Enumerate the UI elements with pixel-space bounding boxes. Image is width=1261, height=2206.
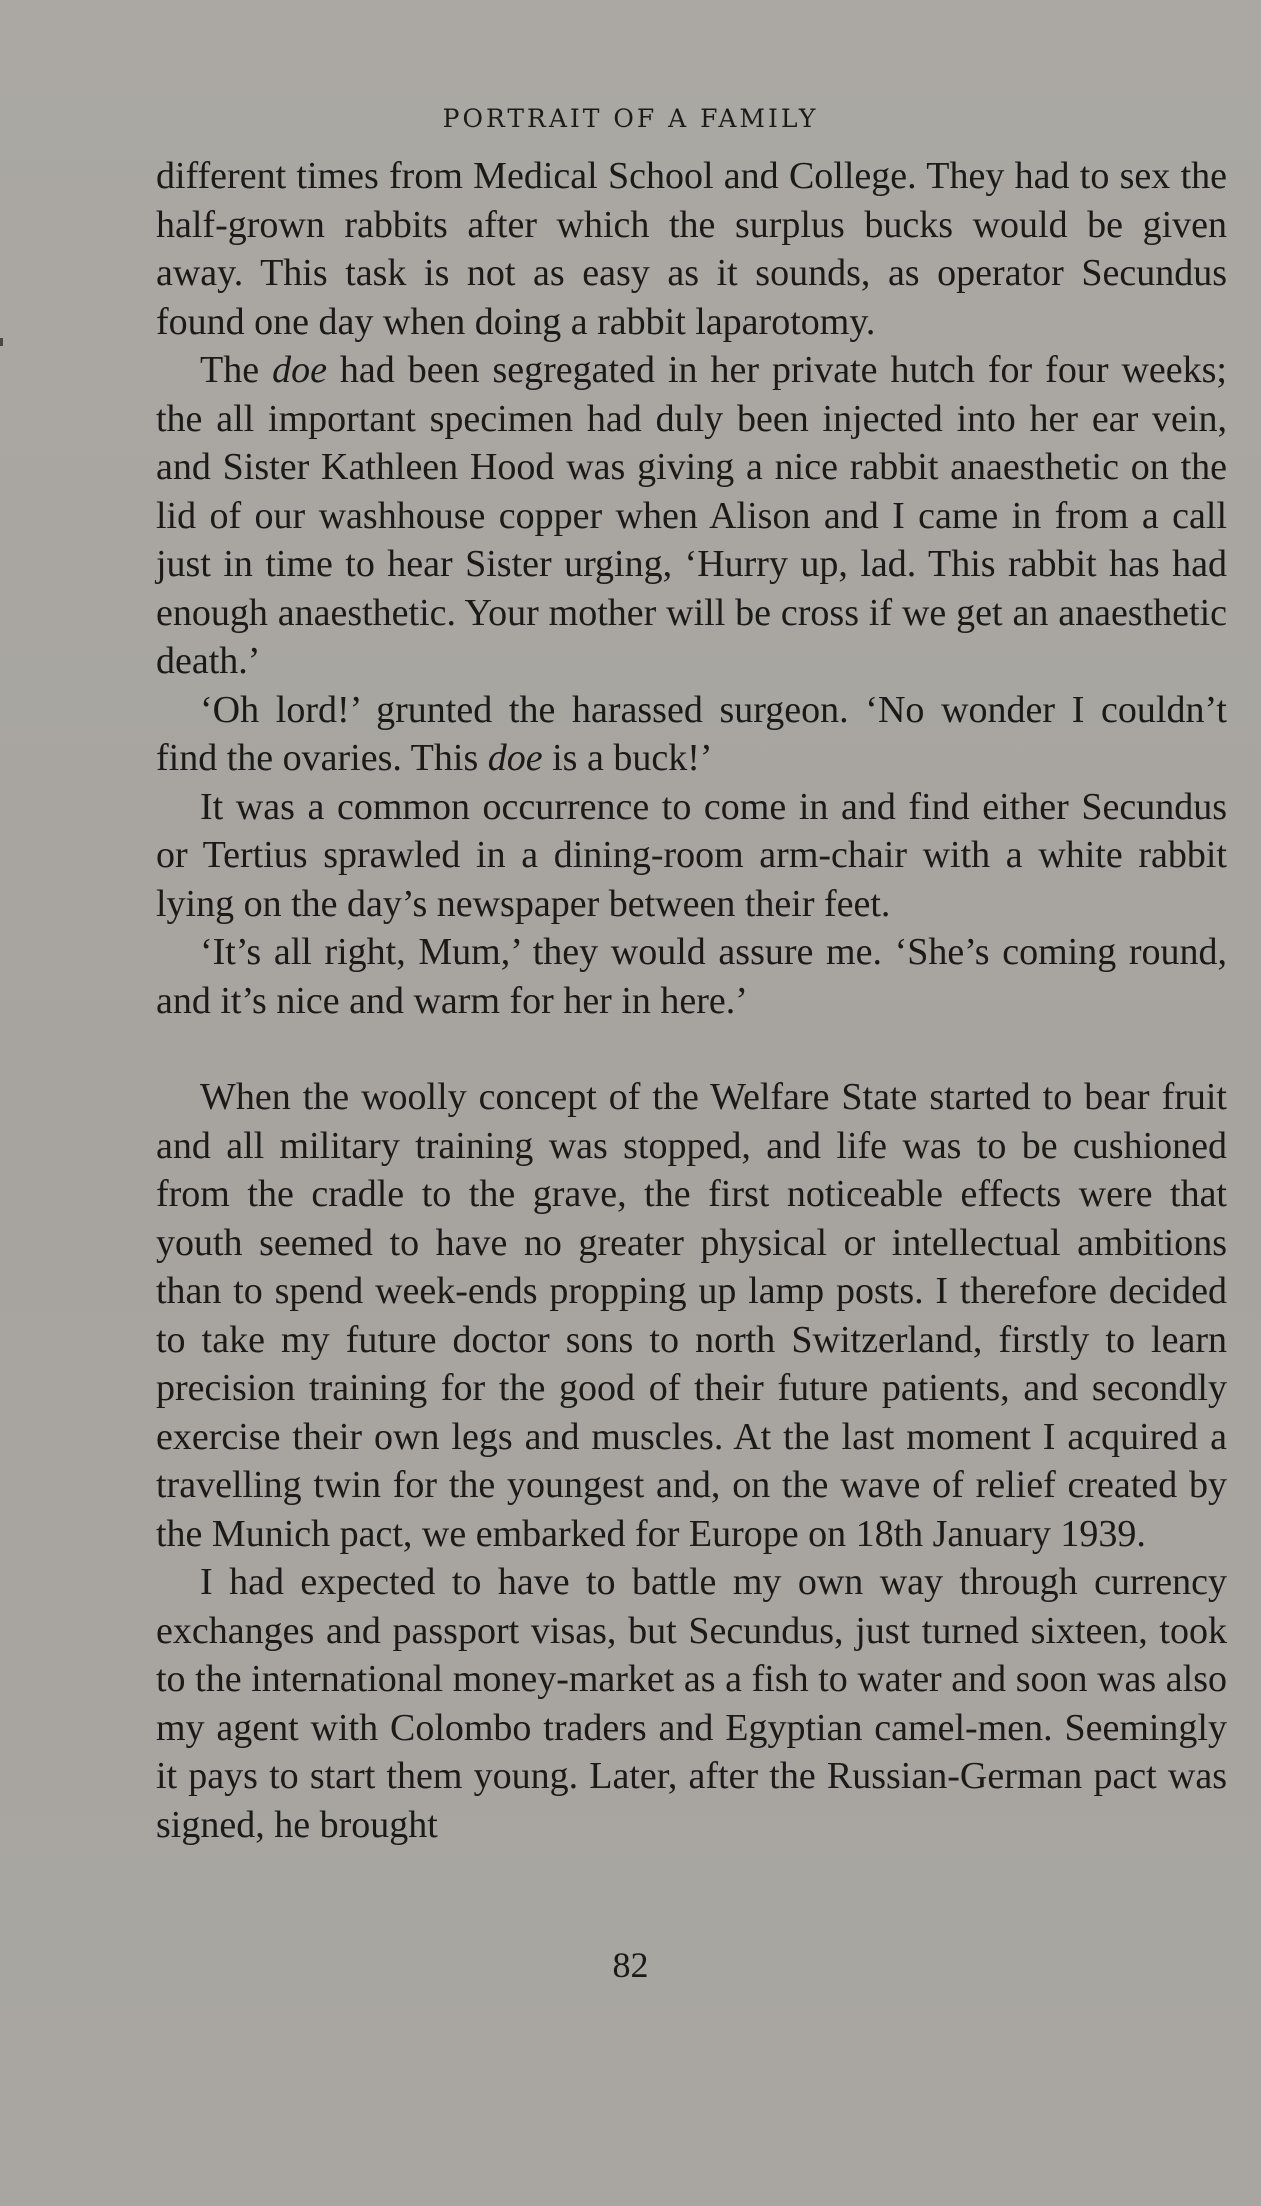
paragraph: ‘Oh lord!’ grunted the harassed surgeon. ‘No wonder I couldn’t find the ovaries. This doe is a buck!’ <box>156 688 1227 779</box>
margin-mark <box>0 338 3 346</box>
paragraph: The doe had been segregated in her private hutch for four weeks; the all important specimen had duly been injected into her ear vein, and Sister Kathleen Hood was giving a nice rabbit anaesthetic on the lid of our washhouse copper when Alison and I came in from a call just in time to hear Sister urging, ‘Hurry up, lad. This rabbit has had enough anaesthetic. Your mother will be cross if we get an anaesthetic death.’ <box>156 349 1227 682</box>
page-number: 82 <box>612 1945 649 1985</box>
paragraph-continuation: different times from Medical School and College. They had to sex the half-grown rabbits after which the surplus bucks would be given away. This task is not as easy as it sounds, as operator Secundus found one day when doing a rabbit laparotomy. <box>156 155 1227 343</box>
paragraph: It was a common occurrence to come in and find either Secundus or Tertius sprawled in a dining-room arm-chair with a white rabbit lying on the day’s newspaper between their feet. <box>156 785 1227 925</box>
body-text <box>156 152 1227 1849</box>
paragraph-section-start: When the woolly concept of the Welfare State started to bear fruit and all military training was stopped, and life was to be cushioned from the cradle to the grave, the first noticeable effects were that youth seemed to have no greater physical or intellectual ambitions than to spend week-ends propping up lamp posts. I therefore decided to take my future doctor sons to north Switzerland, firstly to learn precision training for the good of their future patients, and secondly exercise their own legs and muscles. At the last moment I acquired a travelling twin for the youngest and, on the wave of relief created by the Munich pact, we embarked for Europe on 18th January 1939. <box>156 1076 1227 1555</box>
running-head: PORTRAIT OF A FAMILY <box>442 104 819 133</box>
paragraph: I had expected to have to battle my own way through currency exchanges and passport visas, but Secundus, just turned sixteen, took to the international money-market as a fish to water and soon was also my agent with Colombo traders and Egyptian camel-men. Seemingly it pays to start them young. Later, after the Russian-German pact was signed, he brought <box>156 1561 1227 1846</box>
paragraph: ‘It’s all right, Mum,’ they would assure me. ‘She’s coming round, and it’s nice and warm for her in here.’ <box>156 931 1227 1022</box>
